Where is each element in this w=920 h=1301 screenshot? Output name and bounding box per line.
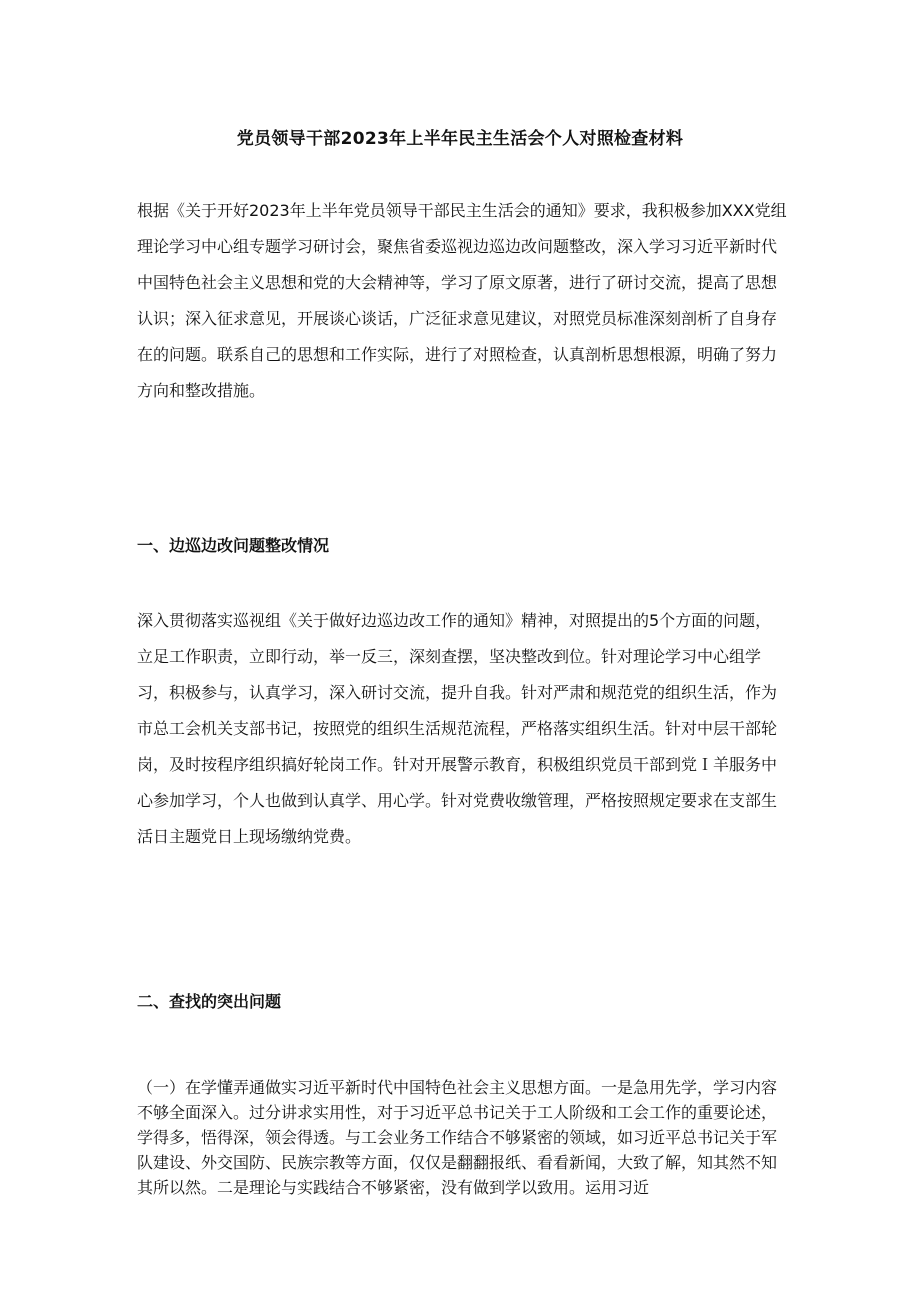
section-2-paragraph: （一）在学懂弄通做实习近平新时代中国特色社会主义思想方面。一是急用先学，学习内容不够全面深入。过分讲求实用性，对于习近平总书记关于工人阶级和工会工作的重要论述，学得多，悟得深，领会得透。与工会业务工作结合不够紧密的领域，如习近平总书记关于军队建设、外交国防、民族宗教等方面，仅仅是翻翻报纸、看看新闻，大致了解，知其然不知其所以然。二是理论与实践结合不够紧密，没有做到学以致用。运用习近: [137, 1078, 778, 1197]
section-1-heading: 一、边巡边改问题整改情况: [137, 536, 330, 555]
document-title: 党员领导干部2023年上半年民主生活会个人对照检查材料: [236, 129, 684, 149]
section-2-heading: 二、查找的突出问题: [137, 992, 282, 1011]
intro-paragraph: 根据《关于开好2023年上半年党员领导干部民主生活会的通知》要求，我积极参加XXX党组理论学习中心组专题学习研讨会，聚焦省委巡视边巡边改问题整改，深入学习习近平新时代中国特色社会主义思想和党的大会精神等，学习了原文原著，进行了研讨交流，提高了思想认识；深入征求意见，开展谈心谈话，广泛征求意见建议，对照党员标准深刻剖析了自身存在的问题。联系自己的思想和工作实际，进行了对照检查，认真剖析思想根源，明确了努力方向和整改措施。: [137, 201, 787, 400]
section-1-paragraph: 深入贯彻落实巡视组《关于做好边巡边改工作的通知》精神，对照提出的5个方面的问题，立足工作职责，立即行动，举一反三，深刻查摆，坚决整改到位。针对理论学习中心组学习，积极参与，认真学习，深入研讨交流，提升自我。针对严肃和规范党的组织生活，作为市总工会机关支部书记，按照党的组织生活规范流程，严格落实组织生活。针对中层干部轮岗，及时按程序组织搞好轮岗工作。针对开展警示教育，积极组织党员干部到党Ｉ羊服务中心参加学习，个人也做到认真学、用心学。针对党费收缴管理，严格按照规定要求在支部生活日主题党日上现场缴纳党费。: [137, 611, 778, 846]
